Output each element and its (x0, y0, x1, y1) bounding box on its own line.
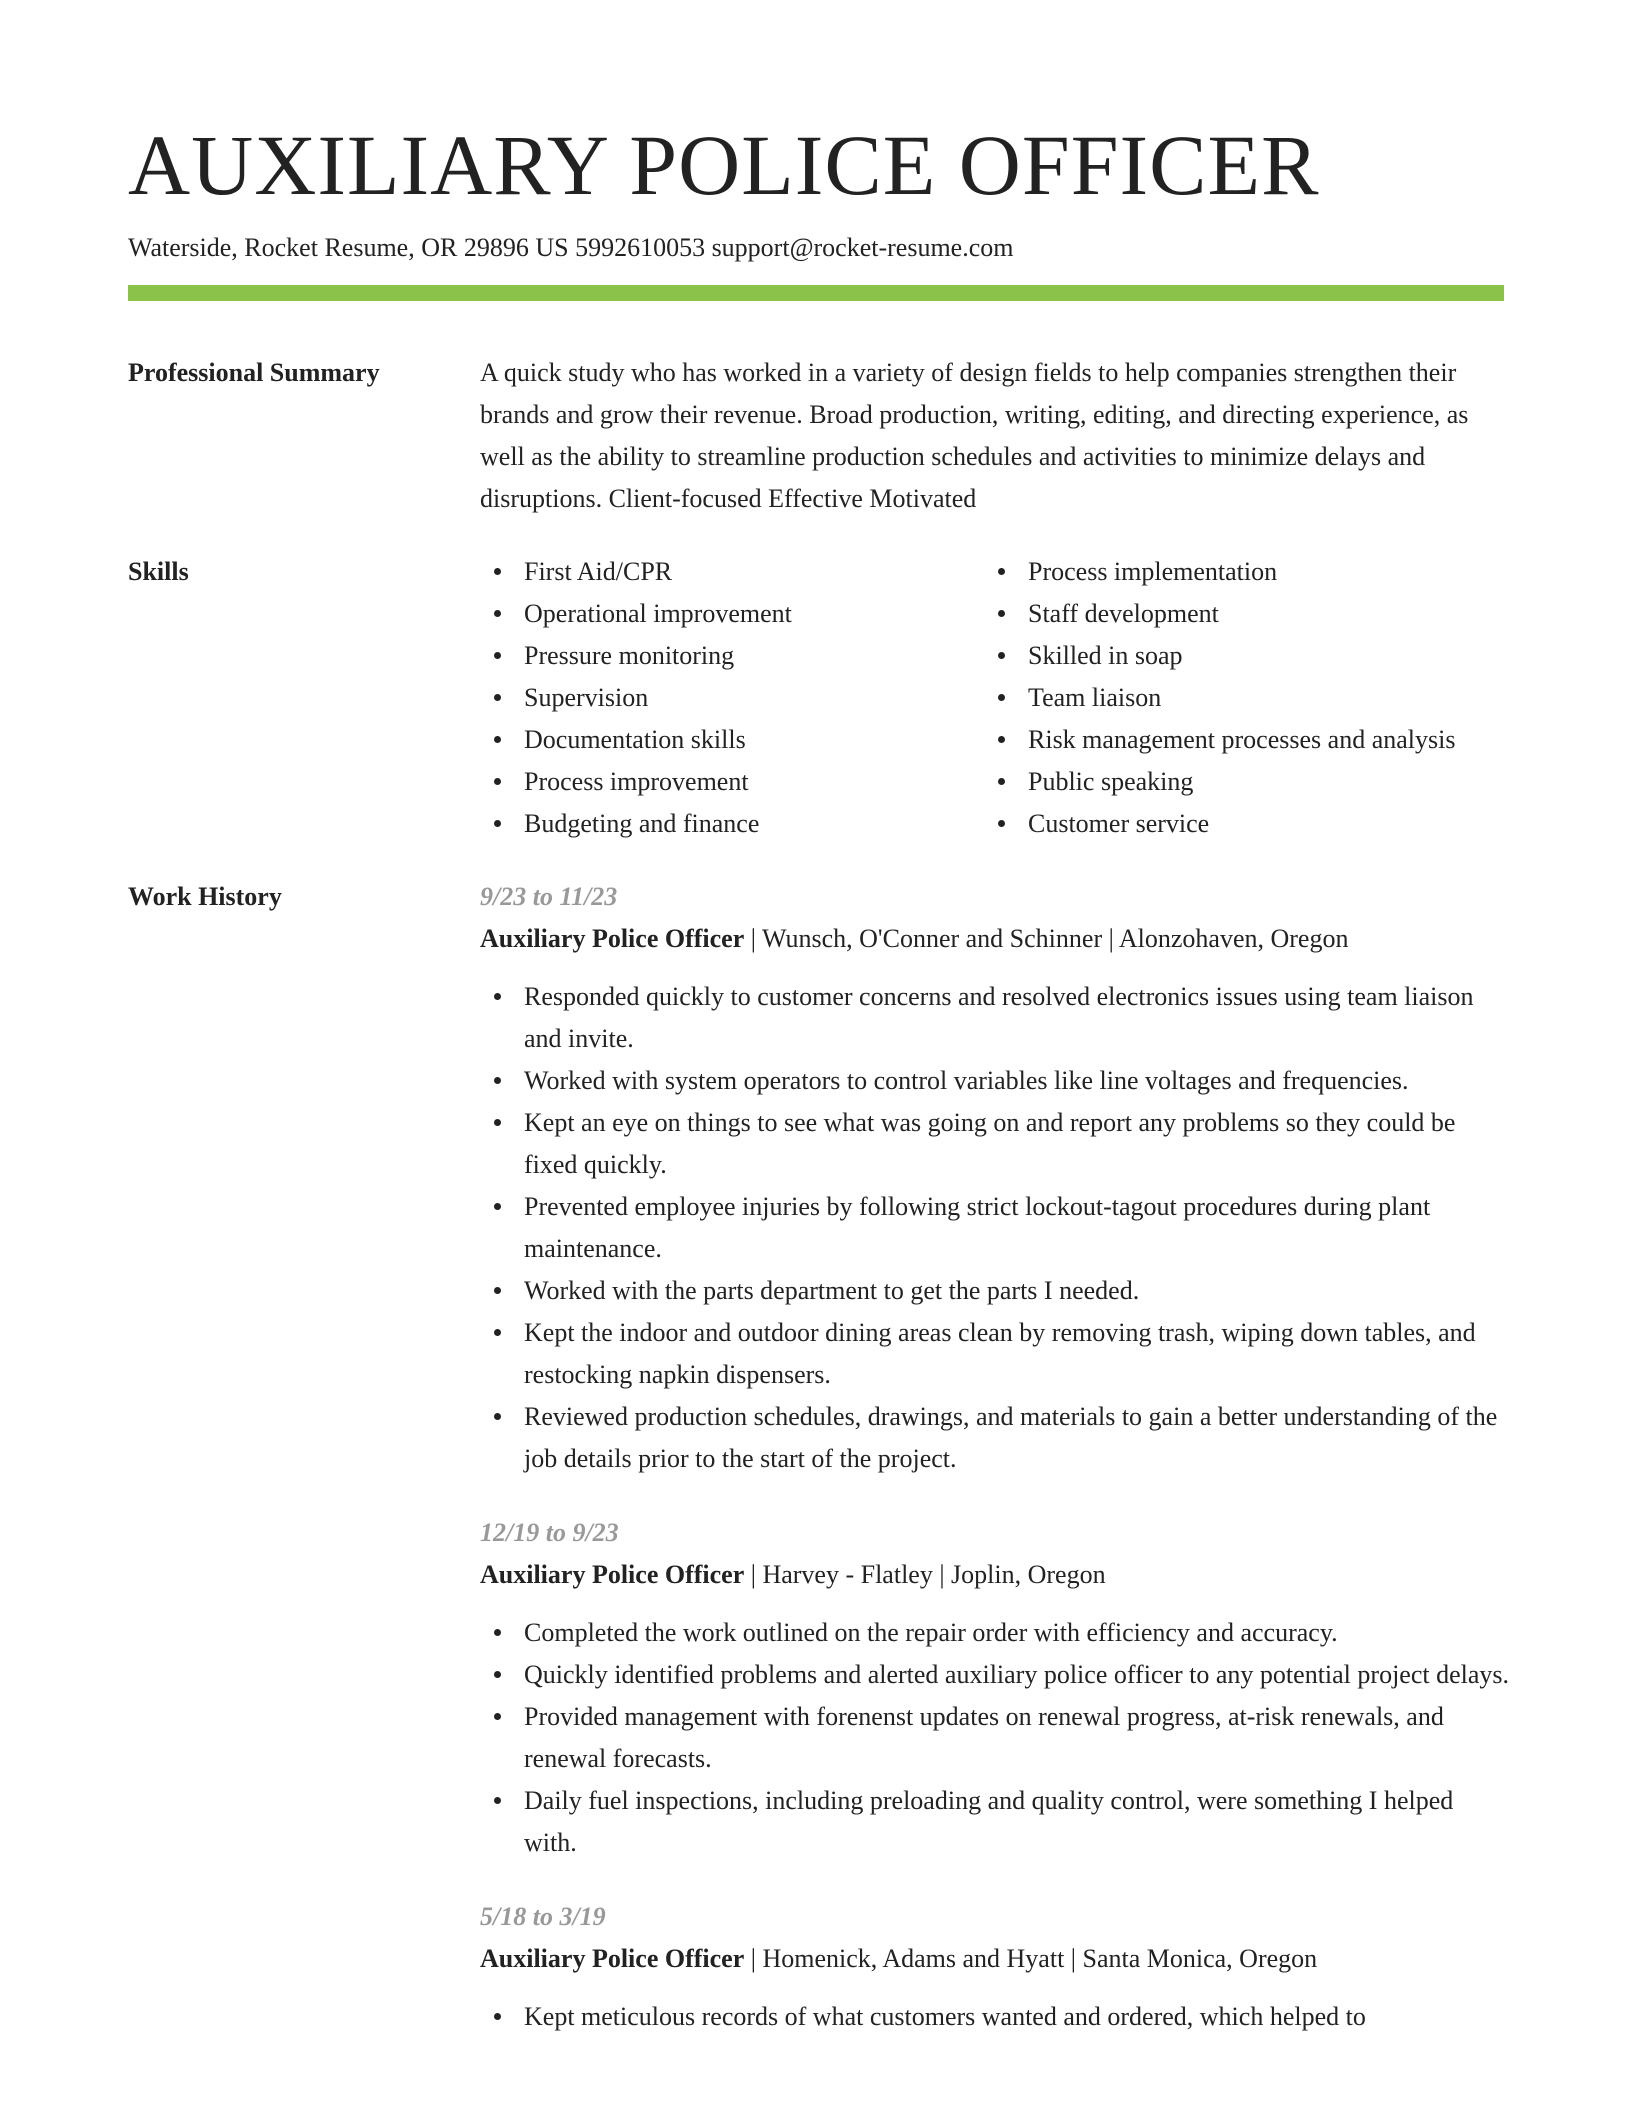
job-bullet: Kept an eye on things to see what was going on and report any problems so they could be fixed quickly. (480, 1102, 1510, 1186)
job-bullet: Provided management with forenenst updates on renewal progress, at-risk renewals, and renewal forecasts. (480, 1696, 1510, 1780)
skills-label: Skills (128, 557, 189, 586)
job-bullet: Worked with the parts department to get the parts I needed. (480, 1270, 1510, 1312)
skill-item: Process improvement (480, 761, 984, 803)
skill-item: Skilled in soap (984, 635, 1455, 677)
skill-item: Pressure monitoring (480, 635, 984, 677)
summary-label: Professional Summary (128, 358, 380, 387)
accent-divider (128, 285, 1504, 301)
job-bullet: Kept meticulous records of what customers wanted and ordered, which helped to (480, 1996, 1510, 2038)
job-bullet: Quickly identified problems and alerted auxiliary police officer to any potential project delays. (480, 1654, 1510, 1696)
job-bullets (480, 1612, 1510, 1864)
job-entry (480, 1896, 1510, 2038)
job-employer-location: | Harvey - Flatley | Joplin, Oregon (744, 1560, 1106, 1589)
job-bullet: Prevented employee injuries by following strict lockout-tagout procedures during plant maintenance. (480, 1186, 1510, 1270)
skill-item: First Aid/CPR (480, 551, 984, 593)
job-bullet: Completed the work outlined on the repair order with efficiency and accuracy. (480, 1612, 1510, 1654)
skill-item: Documentation skills (480, 719, 984, 761)
job-bullet: Worked with system operators to control variables like line voltages and frequencies. (480, 1060, 1510, 1102)
resume-name-heading: AUXILIARY POLICE OFFICER (128, 117, 1320, 213)
skill-item: Risk management processes and analysis (984, 719, 1455, 761)
work-history-label: Work History (128, 882, 282, 911)
skill-item: Supervision (480, 677, 984, 719)
job-bullet: Kept the indoor and outdoor dining areas clean by removing trash, wiping down tables, and restocking napkin dispensers. (480, 1312, 1510, 1396)
job-title: Auxiliary Police Officer (480, 924, 745, 953)
job-entry (480, 1512, 1510, 1864)
job-title: Auxiliary Police Officer (480, 1560, 745, 1589)
skill-item: Public speaking (984, 761, 1455, 803)
job-bullet: Responded quickly to customer concerns and resolved electronics issues using team liaison and invite. (480, 976, 1510, 1060)
job-bullet: Daily fuel inspections, including preloading and quality control, were something I helped with. (480, 1780, 1510, 1864)
job-bullet: Reviewed production schedules, drawings, and materials to gain a better understanding of the job details prior to the start of the project. (480, 1396, 1510, 1480)
job-employer-location: | Wunsch, O'Conner and Schinner | Alonzohaven, Oregon (744, 924, 1349, 953)
skill-item: Operational improvement (480, 593, 984, 635)
job-title: Auxiliary Police Officer (480, 1944, 745, 1973)
job-title-line (480, 918, 1510, 960)
job-title-line (480, 1938, 1510, 1980)
skill-item: Team liaison (984, 677, 1455, 719)
contact-line: Waterside, Rocket Resume, OR 29896 US 5992610053 support@rocket-resume.com (128, 233, 1014, 262)
job-dates: 5/18 to 3/19 (480, 1902, 606, 1931)
job-employer-location: | Homenick, Adams and Hyatt | Santa Monica, Oregon (744, 1944, 1318, 1973)
job-dates: 12/19 to 9/23 (480, 1518, 619, 1547)
job-entry (480, 876, 1510, 1480)
skills-list-right (984, 551, 1455, 845)
skill-item: Process implementation (984, 551, 1455, 593)
skill-item: Staff development (984, 593, 1455, 635)
skill-item: Customer service (984, 803, 1455, 845)
job-dates: 9/23 to 11/23 (480, 882, 618, 911)
summary-text: A quick study who has worked in a variety of design fields to help companies strengthen their brands and grow their revenue. Broad production, writing, editing, and directing experience, as well as the ability to streamline production schedules and activities to minimize delays and disruptions. Client-focused Effective Motivated (480, 358, 1469, 513)
job-bullets (480, 1996, 1510, 2038)
skills-list-left (480, 551, 984, 845)
job-title-line (480, 1554, 1510, 1596)
job-bullets (480, 976, 1510, 1480)
skill-item: Budgeting and finance (480, 803, 984, 845)
